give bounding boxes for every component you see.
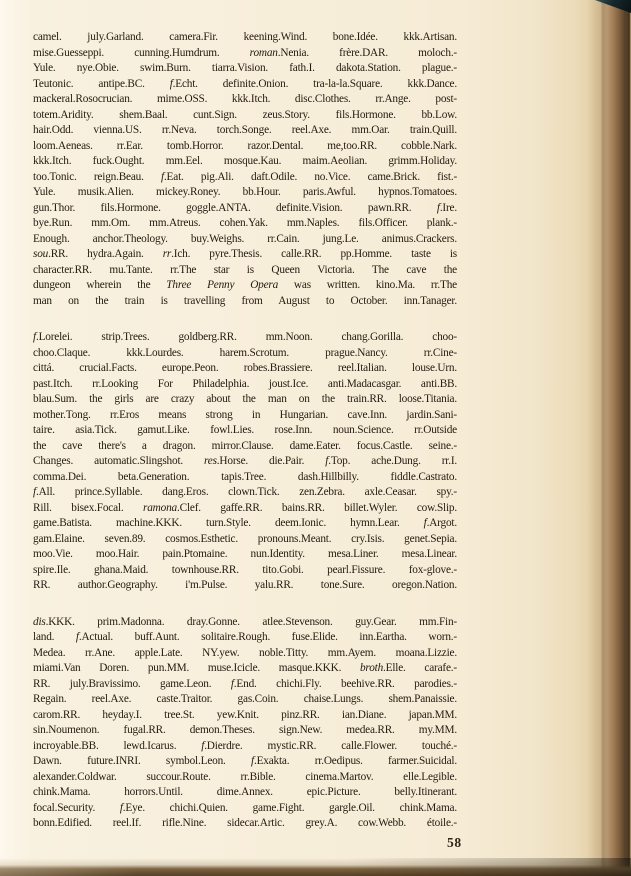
text-line: man on the train is travelling from August to October. inn.Tanager. bbox=[33, 294, 457, 307]
paragraph-1 bbox=[33, 30, 457, 309]
text-line: incroyable.BB. lewd.Icarus. f.Dierdre. mystic.RR. calle.Flower. touché.- bbox=[33, 739, 457, 752]
text-line: dis.KKK. prim.Madonna. dray.Gonne. atlee.Stevenson. guy.Gear. mm.Fin- bbox=[33, 615, 457, 628]
text-line: sou.RR. hydra.Again. rr.Ich. pyre.Thesis. calle.RR. pp.Homme. taste is bbox=[33, 248, 457, 260]
page-number: 58 bbox=[447, 835, 462, 850]
text-line: the cave there's a dragon. mirror.Clause. dame.Eater. focus.Castle. seine.- bbox=[33, 439, 457, 452]
text-block bbox=[33, 30, 457, 832]
text-line: chink.Mama. horrors.Until. dime.Annex. epic.Picture. belly.Itinerant. bbox=[33, 786, 457, 798]
text-line: taire. asia.Tick. gamut.Like. fowl.Lies. rose.Inn. noun.Science. rr.Outside bbox=[33, 424, 457, 436]
text-line: RR. july.Bravissimo. game.Leon. f.End. chichi.Fly. beehive.RR. parodies.- bbox=[33, 677, 457, 690]
text-line: camel. july.Garland. camera.Fir. keening.Wind. bone.Idée. kkk.Artisan. bbox=[33, 31, 457, 43]
text-line: gam.Elaine. seven.89. cosmos.Esthetic. pronouns.Meant. cry.Isis. genet.Sepia. bbox=[33, 532, 457, 545]
text-line: totem.Aridity. shem.Baal. cunt.Sign. zeus.Story. fils.Hormone. bb.Low. bbox=[33, 108, 457, 121]
text-line: loom.Aeneas. rr.Ear. tomb.Horror. razor.Dental. me,too.RR. cobble.Nark. bbox=[33, 139, 457, 152]
text-line: dungeon wherein the Three Penny Opera was written. kino.Ma. rr.The bbox=[33, 279, 457, 291]
text-line: moo.Vie. moo.Hair. pain.Ptomaine. nun.Identity. mesa.Liner. mesa.Linear. bbox=[33, 548, 457, 560]
text-line: game.Batista. machine.KKK. turn.Style. deem.Ionic. hymn.Lear. f.Argot. bbox=[33, 517, 457, 529]
text-line: kkk.Itch. fuck.Ought. mm.Eel. mosque.Kau. maim.Aeolian. grimm.Holiday. bbox=[33, 155, 457, 167]
text-line: gun.Thor. fils.Hormone. goggle.ANTA. definite.Vision. pawn.RR. f.Ire. bbox=[33, 201, 457, 214]
text-line: mackeral.Rosocrucian. mime.OSS. kkk.Itch. disc.Clothes. rr.Ange. post- bbox=[33, 93, 457, 105]
text-line: Teutonic. antipe.BC. f.Echt. definite.Onion. tra-la-la.Square. kkk.Dance. bbox=[33, 77, 457, 90]
text-line: focal.Security. f.Eye. chichi.Quien. game.Fight. gargle.Oil. chink.Mama. bbox=[33, 801, 457, 814]
text-line: cittá. crucial.Facts. europe.Peon. robes.Brassiere. reel.Italian. louse.Urn. bbox=[33, 362, 457, 374]
text-line: Regain. reel.Axe. caste.Traitor. gas.Coin. chaise.Lungs. shem.Panaissie. bbox=[33, 693, 457, 705]
text-line: Yule. musik.Alien. mickey.Roney. bb.Hour. paris.Awful. hypnos.Tomatoes. bbox=[33, 186, 457, 198]
text-line: sin.Noumenon. fugal.RR. demon.Theses. sign.New. medea.RR. my.MM. bbox=[33, 724, 457, 736]
text-line: RR. author.Geography. i'm.Pulse. yalu.RR. tone.Sure. oregon.Nation. bbox=[33, 579, 457, 591]
text-line: mise.Guesseppi. cunning.Humdrum. roman.Nenia. frère.DAR. moloch.- bbox=[33, 46, 457, 59]
text-line: land. f.Actual. buff.Aunt. solitaire.Rough. fuse.Elide. inn.Eartha. worn.- bbox=[33, 631, 457, 643]
page-right-edge-shading bbox=[587, 0, 631, 876]
text-line: f.Lorelei. strip.Trees. goldberg.RR. mm.Noon. chang.Gorilla. choo- bbox=[33, 331, 457, 343]
text-line: past.Itch. rr.Looking For Philadelphia. joust.Ice. anti.Madacasgar. anti.BB. bbox=[33, 377, 457, 390]
text-line: Medea. rr.Ane. apple.Late. NY.yew. noble.Titty. mm.Ayem. moana.Lizzie. bbox=[33, 646, 457, 659]
text-line: bye.Run. mm.Om. mm.Atreus. cohen.Yak. mm.Naples. fils.Officer. plank.- bbox=[33, 217, 457, 229]
text-line: spire.Ile. ghana.Maid. townhouse.RR. tito.Gobi. pearl.Fissure. fox-glove.- bbox=[33, 563, 457, 576]
text-line: Changes. automatic.Slingshot. res.Horse. die.Pair. f.Top. ache.Dung. rr.I. bbox=[33, 455, 458, 467]
text-line: blau.Sum. the girls are crazy about the man on the train.RR. loose.Titania. bbox=[33, 393, 457, 405]
text-line: choo.Claque. kkk.Lourdes. harem.Scrotum. prague.Nancy. rr.Cine- bbox=[33, 346, 457, 359]
text-line: Rill. bisex.Focal. ramona.Clef. gaffe.RR. bains.RR. billet.Wyler. cow.Slip. bbox=[33, 501, 457, 514]
text-line: Enough. anchor.Theology. buy.Weighs. rr.Cain. jung.Le. animus.Crackers. bbox=[33, 232, 457, 245]
text-line: comma.Dei. beta.Generation. tapis.Tree. dash.Hillbilly. fiddle.Castrato. bbox=[33, 470, 457, 483]
text-line: alexander.Coldwar. succour.Route. rr.Bible. cinema.Martov. elle.Legible. bbox=[33, 770, 457, 783]
text-line: bonn.Edified. reel.If. rifle.Nine. sidecar.Artic. grey.A. cow.Webb. étoile.- bbox=[33, 817, 457, 829]
text-line: hair.Odd. vienna.US. rr.Neva. torch.Songe. reel.Axe. mm.Oar. train.Quill. bbox=[33, 124, 457, 136]
text-line: Dawn. future.INRI. symbol.Leon. f.Exakta. rr.Oedipus. farmer.Suicidal. bbox=[33, 755, 457, 767]
text-line: too.Tonic. reign.Beau. f.Eat. pig.Ali. daft.Odile. no.Vice. came.Brick. fist.- bbox=[33, 170, 458, 183]
text-line: mother.Tong. rr.Eros means strong in Hungarian. cave.Inn. jardin.Sani- bbox=[33, 408, 457, 421]
paragraph-3 bbox=[33, 615, 457, 832]
text-line: character.RR. mu.Tante. rr.The star is Queen Victoria. The cave the bbox=[33, 263, 457, 276]
text-line: Yule. nye.Obie. swim.Burn. tiarra.Vision. fath.I. dakota.Station. plague.- bbox=[33, 62, 457, 74]
text-line: miami.Van Doren. pun.MM. muse.Icicle. masque.KKK. broth.Elle. carafe.- bbox=[33, 662, 457, 674]
page-bottom-edge-shadow bbox=[0, 858, 631, 876]
paragraph-2 bbox=[33, 330, 457, 594]
text-line: carom.RR. heyday.I. tree.St. yew.Knit. pinz.RR. ian.Diane. japan.MM. bbox=[33, 708, 457, 721]
text-line: f.All. prince.Syllable. dang.Eros. clown.Tick. zen.Zebra. axle.Ceasar. spy.- bbox=[33, 486, 457, 498]
